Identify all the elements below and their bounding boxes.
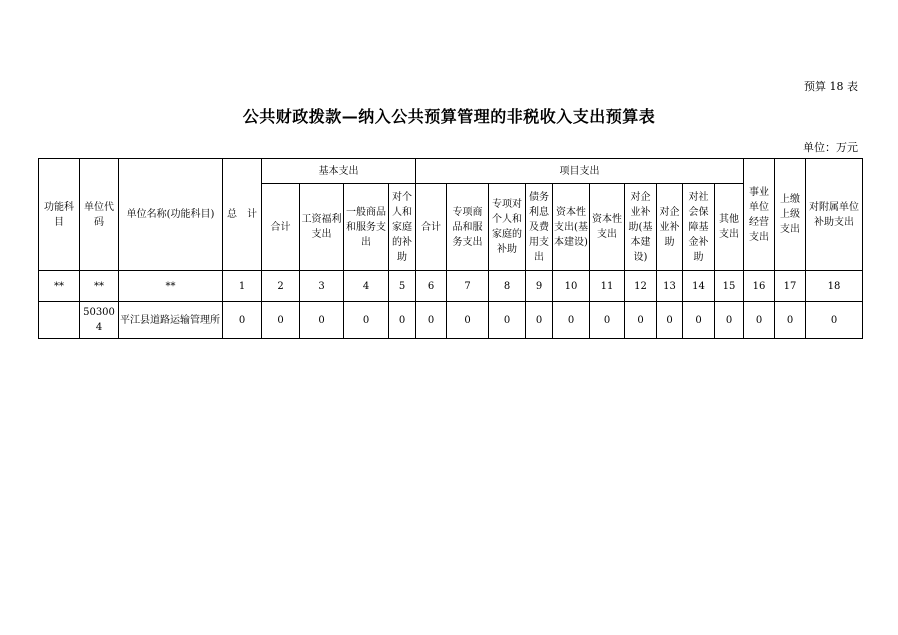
header-project-col: 专项对个人和家庭的补助 bbox=[489, 184, 526, 271]
column-number: 12 bbox=[625, 271, 657, 302]
column-number: 6 bbox=[416, 271, 447, 302]
row-value: 0 bbox=[775, 302, 806, 339]
header-project-col: 对企业补助(基本建设) bbox=[625, 184, 657, 271]
column-number: 7 bbox=[447, 271, 489, 302]
column-number: ** bbox=[39, 271, 80, 302]
row-unit-code: 503004 bbox=[80, 302, 119, 339]
header-project-col: 对企业补助 bbox=[657, 184, 683, 271]
row-value: 0 bbox=[715, 302, 744, 339]
header-turn-over: 上缴上级支出 bbox=[775, 159, 806, 271]
header-project-col: 资本性支出(基本建设) bbox=[553, 184, 590, 271]
column-number: 16 bbox=[744, 271, 775, 302]
column-number: ** bbox=[80, 271, 119, 302]
column-number: 13 bbox=[657, 271, 683, 302]
header-basic-col: 合计 bbox=[262, 184, 300, 271]
row-value: 0 bbox=[489, 302, 526, 339]
row-value: 0 bbox=[262, 302, 300, 339]
column-number-row bbox=[39, 271, 863, 302]
header-project-col: 对社会保障基金补助 bbox=[683, 184, 715, 271]
row-value: 0 bbox=[744, 302, 775, 339]
row-value: 0 bbox=[625, 302, 657, 339]
header-basic-col: 一般商品和服务支出 bbox=[344, 184, 389, 271]
header-project-group: 项目支出 bbox=[416, 159, 744, 184]
unit-label: 单位：万元 bbox=[803, 141, 858, 154]
row-value: 0 bbox=[526, 302, 553, 339]
column-number: 15 bbox=[715, 271, 744, 302]
column-number: ** bbox=[119, 271, 223, 302]
column-number: 4 bbox=[344, 271, 389, 302]
row-value: 0 bbox=[344, 302, 389, 339]
column-number: 5 bbox=[389, 271, 416, 302]
form-number: 预算 18 表 bbox=[804, 80, 858, 93]
row-func-subject bbox=[39, 302, 80, 339]
header-project-col: 债务利息及费用支出 bbox=[526, 184, 553, 271]
row-value: 0 bbox=[657, 302, 683, 339]
header-basic-col: 工资福利支出 bbox=[300, 184, 344, 271]
header-project-col: 资本性支出 bbox=[590, 184, 625, 271]
budget-table bbox=[38, 158, 863, 339]
row-value: 0 bbox=[447, 302, 489, 339]
row-value: 0 bbox=[553, 302, 590, 339]
row-value: 0 bbox=[300, 302, 344, 339]
page-title: 公共财政拨款—纳入公共预算管理的非税收入支出预算表 bbox=[242, 107, 656, 126]
row-value: 0 bbox=[389, 302, 416, 339]
column-number: 1 bbox=[223, 271, 262, 302]
header-unit-name: 单位名称(功能科目) bbox=[119, 159, 223, 271]
header-unit-code: 单位代码 bbox=[80, 159, 119, 271]
header-project-col: 专项商品和服务支出 bbox=[447, 184, 489, 271]
header-total: 总 计 bbox=[223, 159, 262, 271]
row-value: 0 bbox=[590, 302, 625, 339]
header-subsidy: 对附属单位补助支出 bbox=[806, 159, 863, 271]
column-number: 11 bbox=[590, 271, 625, 302]
row-value: 0 bbox=[223, 302, 262, 339]
row-value: 0 bbox=[683, 302, 715, 339]
row-value: 0 bbox=[806, 302, 863, 339]
header-project-col: 其他支出 bbox=[715, 184, 744, 271]
table-row bbox=[39, 302, 863, 339]
column-number: 17 bbox=[775, 271, 806, 302]
column-number: 10 bbox=[553, 271, 590, 302]
header-basic-col: 对个人和家庭的补助 bbox=[389, 184, 416, 271]
header-career-ops: 事业单位经营支出 bbox=[744, 159, 775, 271]
column-number: 14 bbox=[683, 271, 715, 302]
row-unit-name: 平江县道路运输管理所 bbox=[119, 302, 223, 339]
column-number: 2 bbox=[262, 271, 300, 302]
header-func-subject: 功能科目 bbox=[39, 159, 80, 271]
column-number: 8 bbox=[489, 271, 526, 302]
header-basic-group: 基本支出 bbox=[262, 159, 416, 184]
column-number: 3 bbox=[300, 271, 344, 302]
row-value: 0 bbox=[416, 302, 447, 339]
column-number: 18 bbox=[806, 271, 863, 302]
column-number: 9 bbox=[526, 271, 553, 302]
header-project-col: 合计 bbox=[416, 184, 447, 271]
